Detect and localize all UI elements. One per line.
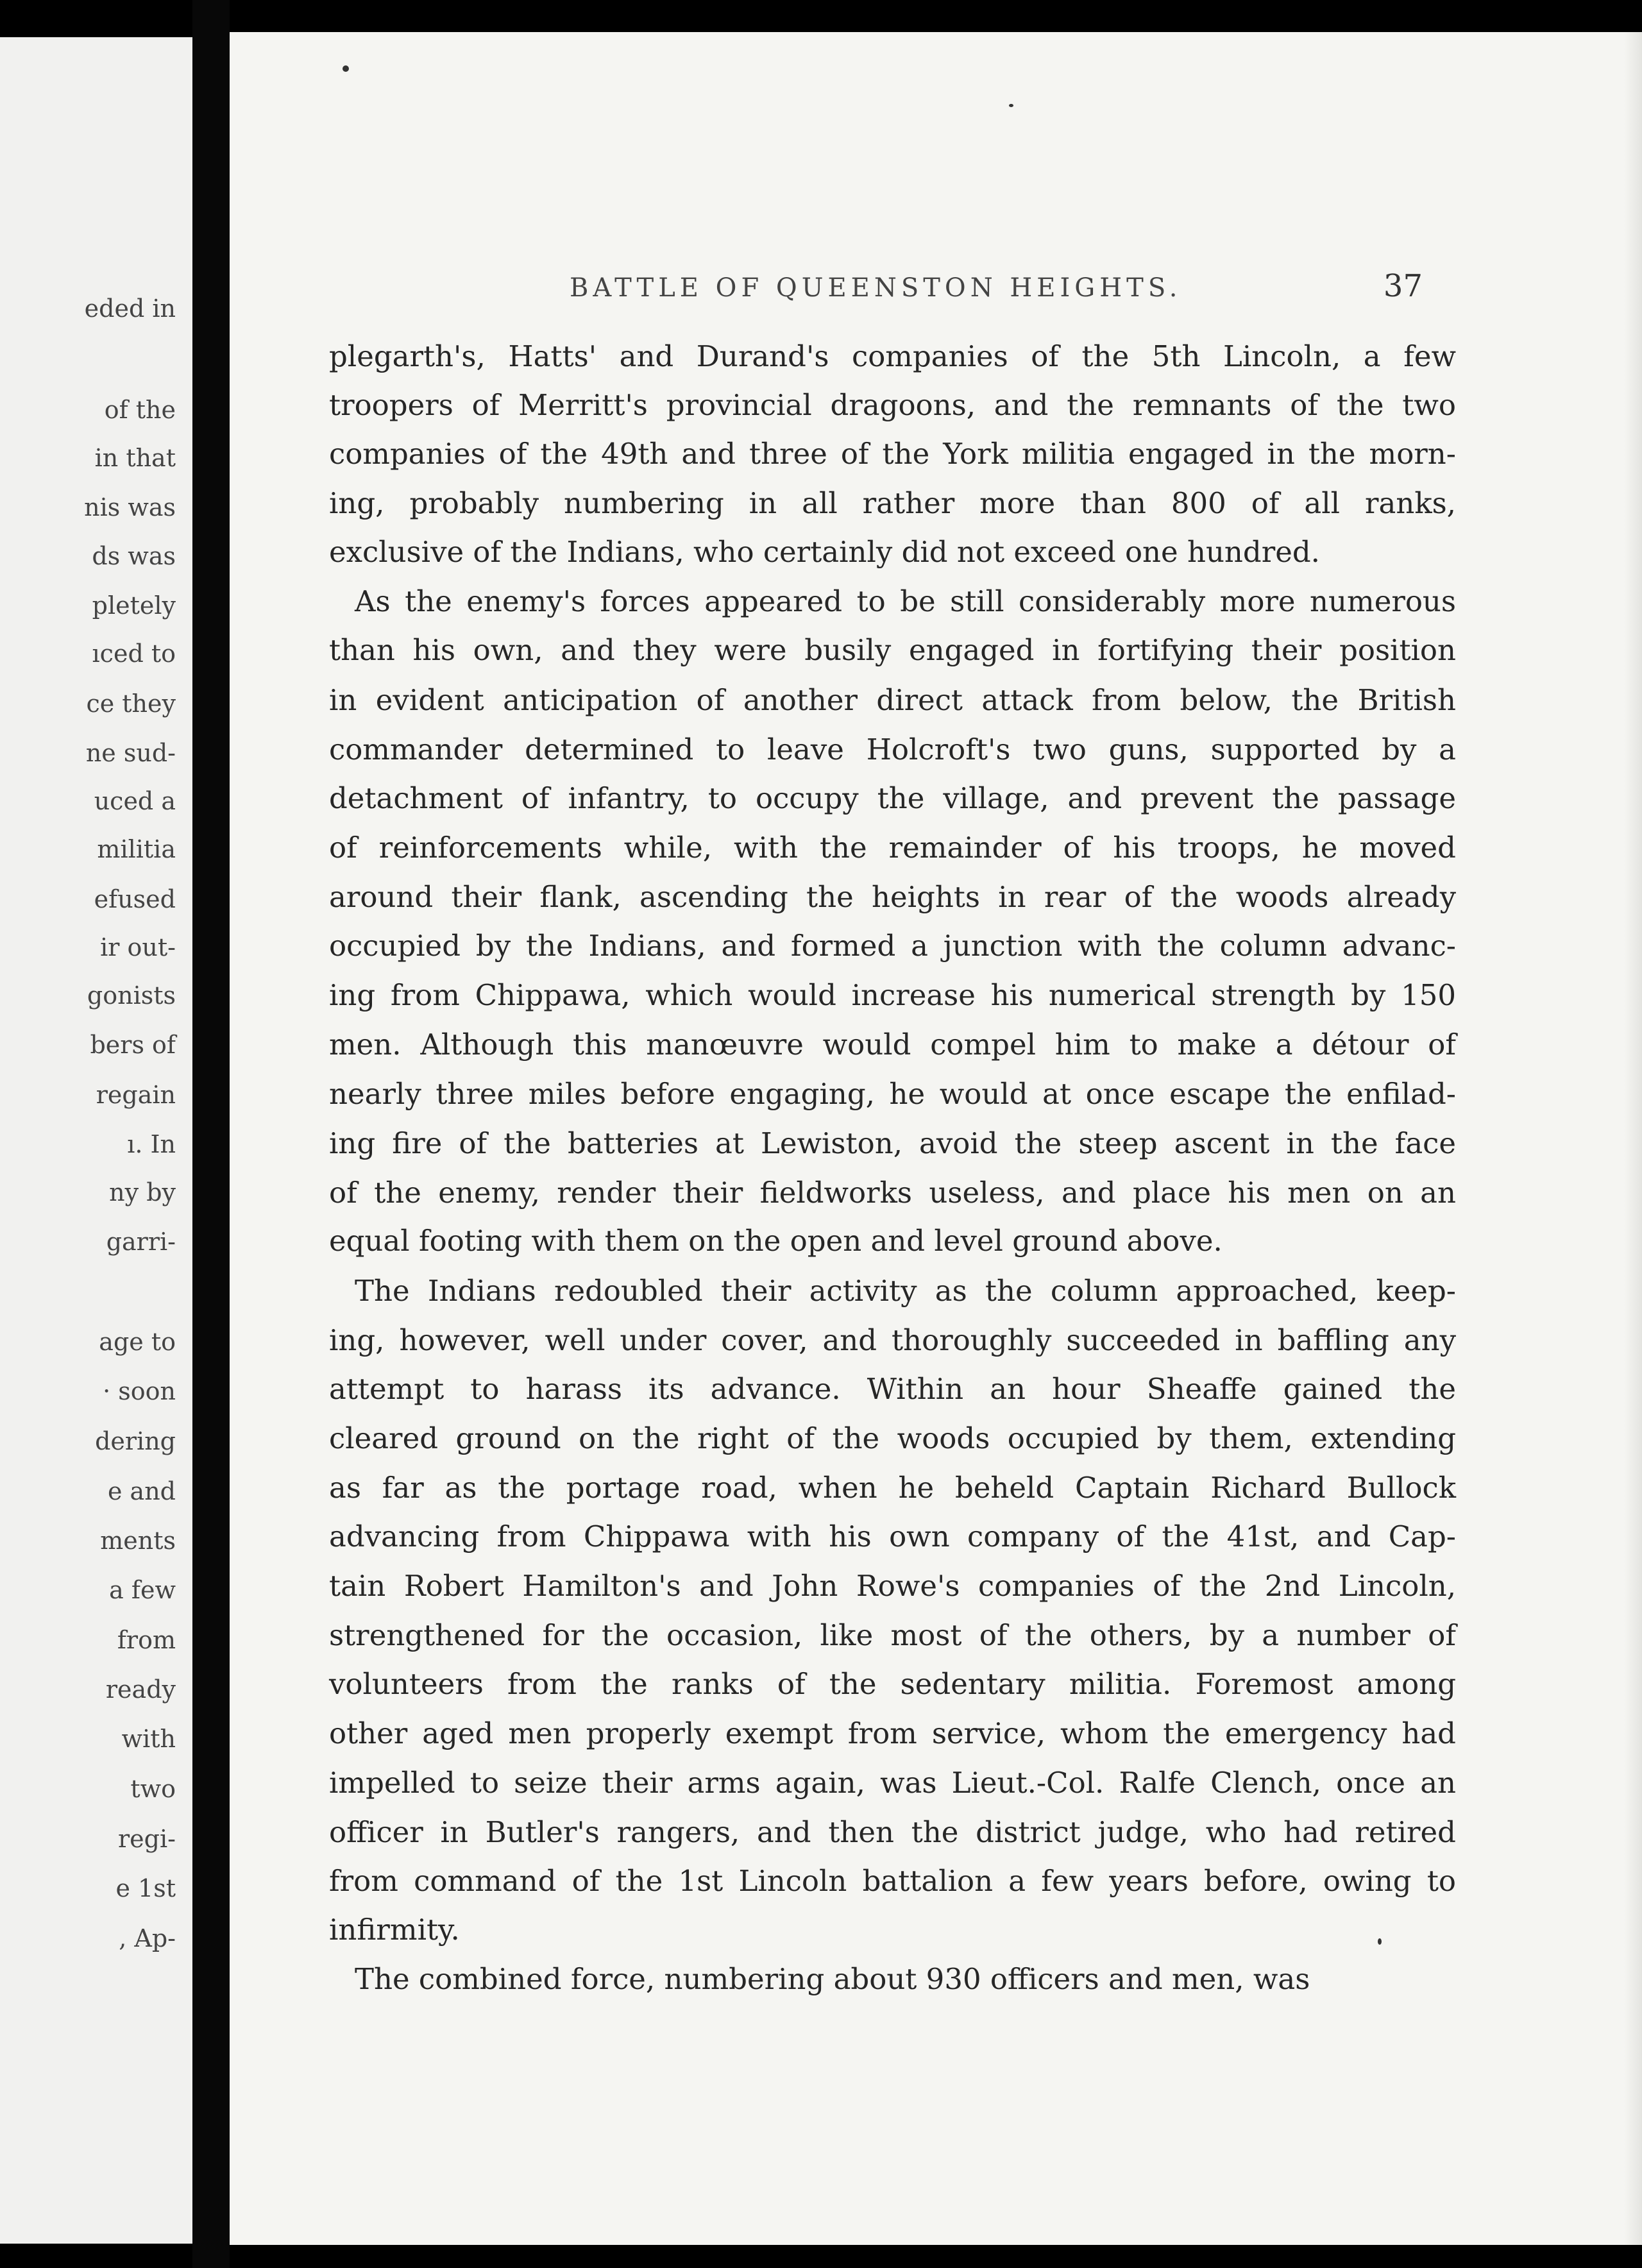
text-line: of the enemy, render their fieldworks useless, and place his men on an (329, 1176, 1456, 1210)
text-line: officer in Butler's rangers, and then the district judge, who had retired (329, 1815, 1456, 1849)
left-page-line: age to (99, 1328, 176, 1356)
running-title: BATTLE OF QUEENSTON HEIGHTS. (570, 273, 1182, 303)
left-page-line: two (130, 1775, 176, 1803)
text-line: equal footing with them on the open and level ground above. (329, 1224, 1223, 1258)
left-page-line: ı. In (127, 1130, 176, 1158)
left-page-line: ne sud- (85, 739, 176, 767)
text-line: than his own, and they were busily engaged in fortifying their position (329, 633, 1456, 667)
left-page-line: garri- (106, 1228, 176, 1256)
text-line: ing, however, well under cover, and thoroughly succeeded in baffling any (329, 1323, 1456, 1357)
left-page-line: of the (104, 396, 176, 424)
text-line: men. Although this manœuvre would compel him to make a détour of (329, 1028, 1456, 1062)
text-line: around their flank, ascending the heights in rear of the woods already (329, 880, 1456, 914)
left-page-line: regi- (118, 1825, 176, 1853)
left-page-line: in that (94, 444, 176, 472)
paragraph-first-line: As the enemy's forces appeared to be still considerably more numerous (355, 584, 1456, 618)
left-page-line: · soon (103, 1377, 176, 1405)
text-line: advancing from Chippawa with his own company of the 41st, and Cap- (329, 1519, 1456, 1553)
text-line: cleared ground on the right of the woods occupied by them, extending (329, 1421, 1456, 1455)
right-page (230, 32, 1642, 2245)
text-line: nearly three miles before engaging, he would at once escape the enfilad- (329, 1077, 1456, 1111)
left-page-line: , Ap- (119, 1924, 176, 1952)
text-line: occupied by the Indians, and formed a junction with the column advanc- (329, 929, 1456, 963)
left-page-line: e 1st (115, 1874, 176, 1902)
text-line: ing, probably numbering in all rather more than 800 of all ranks, (329, 486, 1456, 520)
left-page-line: from (117, 1626, 176, 1654)
left-page-line: dering (95, 1427, 176, 1455)
print-speck (343, 65, 349, 72)
left-page-line: ny by (109, 1178, 176, 1206)
text-line: plegarth's, Hatts' and Durand's companies of the 5th Lincoln, a few (329, 339, 1456, 373)
left-page-line: militia (97, 835, 176, 863)
text-line: of reinforcements while, with the remainder of his troops, he moved (329, 831, 1456, 865)
left-page-line: with (121, 1725, 176, 1753)
text-line: from command of the 1st Lincoln battalion a few years before, owing to (329, 1864, 1456, 1898)
left-page-line: pletely (92, 591, 176, 620)
text-line: other aged men properly exempt from service, whom the emergency had (329, 1716, 1456, 1750)
print-speck (1009, 104, 1013, 107)
paragraph-first-line: The combined force, numbering about 930 officers and men, was (355, 1962, 1310, 1996)
text-line: ing from Chippawa, which would increase his numerical strength by 150 (329, 978, 1456, 1012)
left-page-line: nis was (84, 493, 176, 521)
text-line: impelled to seize their arms again, was Lieut.-Col. Ralfe Clench, once an (329, 1766, 1456, 1800)
body-text (230, 32, 1642, 2245)
text-line: tain Robert Hamilton's and John Rowe's companies of the 2nd Lincoln, (329, 1569, 1456, 1603)
left-page-line: e and (107, 1477, 176, 1505)
left-page-line: ir out- (100, 933, 176, 961)
paragraph-first-line: The Indians redoubled their activity as the column approached, keep- (355, 1274, 1456, 1308)
text-line: exclusive of the Indians, who certainly did not exceed one hundred. (329, 535, 1320, 569)
text-line: strengthened for the occasion, like most of the others, by a number of (329, 1618, 1456, 1652)
print-speck (1378, 1938, 1382, 1945)
left-page-line: eded in (84, 294, 176, 323)
text-line: in evident anticipation of another direct attack from below, the British (329, 683, 1456, 717)
left-page-line: ds was (92, 542, 176, 570)
left-page-line: bers of (90, 1031, 176, 1059)
left-page-line: uced a (94, 787, 176, 815)
left-page-line: gonists (87, 981, 176, 1010)
left-page-line: regain (96, 1081, 176, 1109)
text-line: detachment of infantry, to occupy the village, and prevent the passage (329, 781, 1456, 815)
left-page-fragment (0, 37, 192, 2244)
book-gutter (192, 0, 230, 2268)
text-line: infirmity. (329, 1913, 460, 1947)
left-page-line: ready (105, 1675, 176, 1704)
page-number: 37 (1383, 268, 1423, 304)
text-line: commander determined to leave Holcroft's two guns, supported by a (329, 732, 1456, 766)
left-page-line: ce they (86, 690, 176, 718)
left-page-line: efused (94, 885, 176, 913)
text-line: as far as the portage road, when he beheld Captain Richard Bullock (329, 1471, 1456, 1505)
text-line: companies of the 49th and three of the York militia engaged in the morn- (329, 437, 1456, 471)
text-line: ing fire of the batteries at Lewiston, avoid the steep ascent in the face (329, 1126, 1456, 1160)
left-page-line: a few (109, 1576, 176, 1604)
text-line: attempt to harass its advance. Within an hour Sheaffe gained the (329, 1372, 1456, 1406)
left-page-line: ments (100, 1527, 176, 1555)
text-line: volunteers from the ranks of the sedentary militia. Foremost among (329, 1667, 1456, 1701)
text-line: troopers of Merritt's provincial dragoons, and the remnants of the two (329, 388, 1456, 422)
left-page-line: ıced to (92, 639, 176, 668)
